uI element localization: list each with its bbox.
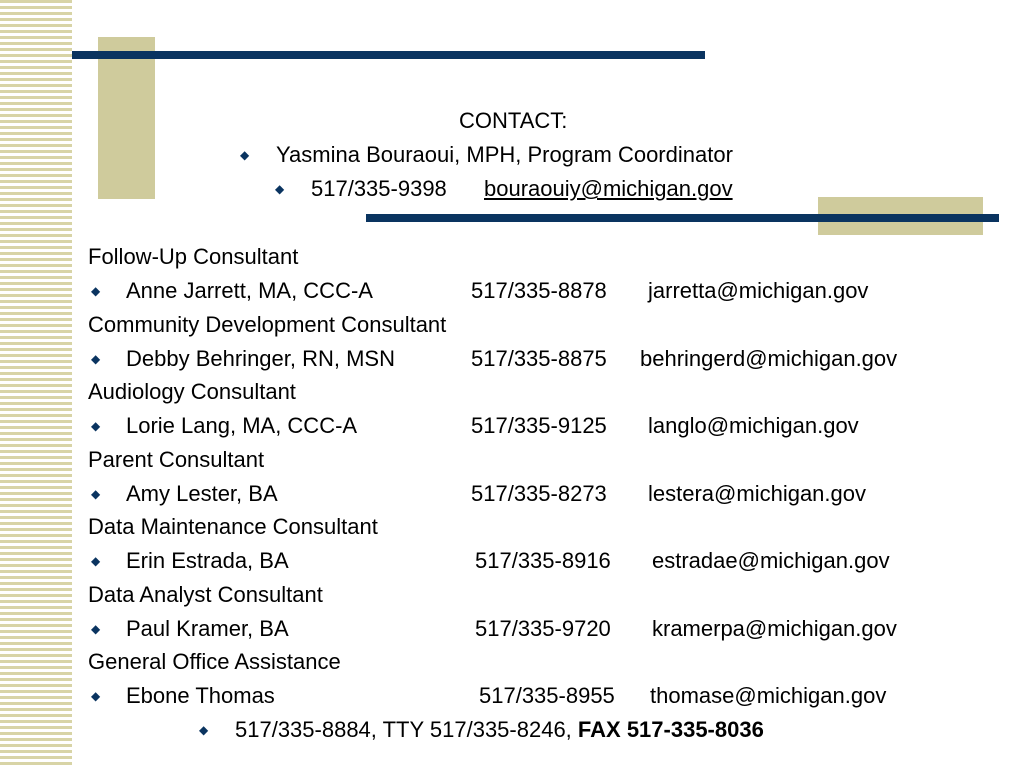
role-heading: Audiology Consultant [88,379,296,404]
diamond-bullet-icon: ◆ [91,622,101,636]
diamond-bullet-icon: ◆ [91,284,101,298]
role-heading: Data Analyst Consultant [88,582,323,607]
staff-name: Amy Lester, BA [126,481,278,506]
role-heading: Data Maintenance Consultant [88,514,378,539]
navy-bar-middle [366,214,999,222]
staff-phone: 517/335-9720 [475,616,611,641]
office-main-and-tty: 517/335-8884, TTY 517/335-8246, [235,717,572,742]
office-phone-line [235,717,764,743]
staff-phone: 517/335-8878 [471,278,607,303]
navy-bar-top [72,51,705,59]
staff-email: lestera@michigan.gov [648,481,866,506]
role-heading: General Office Assistance [88,649,341,674]
staff-email: langlo@michigan.gov [648,413,859,438]
role-heading: Parent Consultant [88,447,265,472]
staff-email: thomase@michigan.gov [650,683,887,708]
coordinator-phone: 517/335-9398 [311,176,447,201]
coordinator-email-link[interactable]: bouraouiy@michigan.gov [484,176,733,201]
diamond-bullet-icon: ◆ [91,689,101,703]
staff-name: Erin Estrada, BA [126,548,289,573]
left-stripe-decoration [0,0,72,768]
staff-phone: 517/335-8916 [475,548,611,573]
staff-email: kramerpa@michigan.gov [652,616,897,641]
diamond-bullet-icon: ◆ [91,487,101,501]
staff-phone: 517/335-8273 [471,481,607,506]
staff-email: behringerd@michigan.gov [640,346,898,371]
role-heading: Follow-Up Consultant [88,244,299,269]
staff-phone: 517/335-9125 [471,413,607,438]
diamond-bullet-icon: ◆ [240,148,250,162]
staff-name: Ebone Thomas [126,683,275,708]
diamond-bullet-icon: ◆ [91,419,101,433]
contact-heading: CONTACT: [459,108,568,133]
staff-name: Anne Jarrett, MA, CCC-A [126,278,373,303]
staff-name: Lorie Lang, MA, CCC-A [126,413,358,438]
staff-phone: 517/335-8955 [479,683,615,708]
khaki-block-top [98,37,155,199]
coordinator-name: Yasmina Bouraoui, MPH, Program Coordinator [276,142,733,167]
diamond-bullet-icon: ◆ [275,182,285,196]
staff-email: jarretta@michigan.gov [648,278,869,303]
diamond-bullet-icon: ◆ [91,554,101,568]
staff-name: Debby Behringer, RN, MSN [126,346,395,371]
diamond-bullet-icon: ◆ [91,352,101,366]
diamond-bullet-icon: ◆ [199,723,209,737]
role-heading: Community Development Consultant [88,312,447,337]
fax-number: FAX 517-335-8036 [577,717,764,742]
staff-email: estradae@michigan.gov [652,548,890,573]
staff-phone: 517/335-8875 [471,346,607,371]
staff-name: Paul Kramer, BA [126,616,289,641]
